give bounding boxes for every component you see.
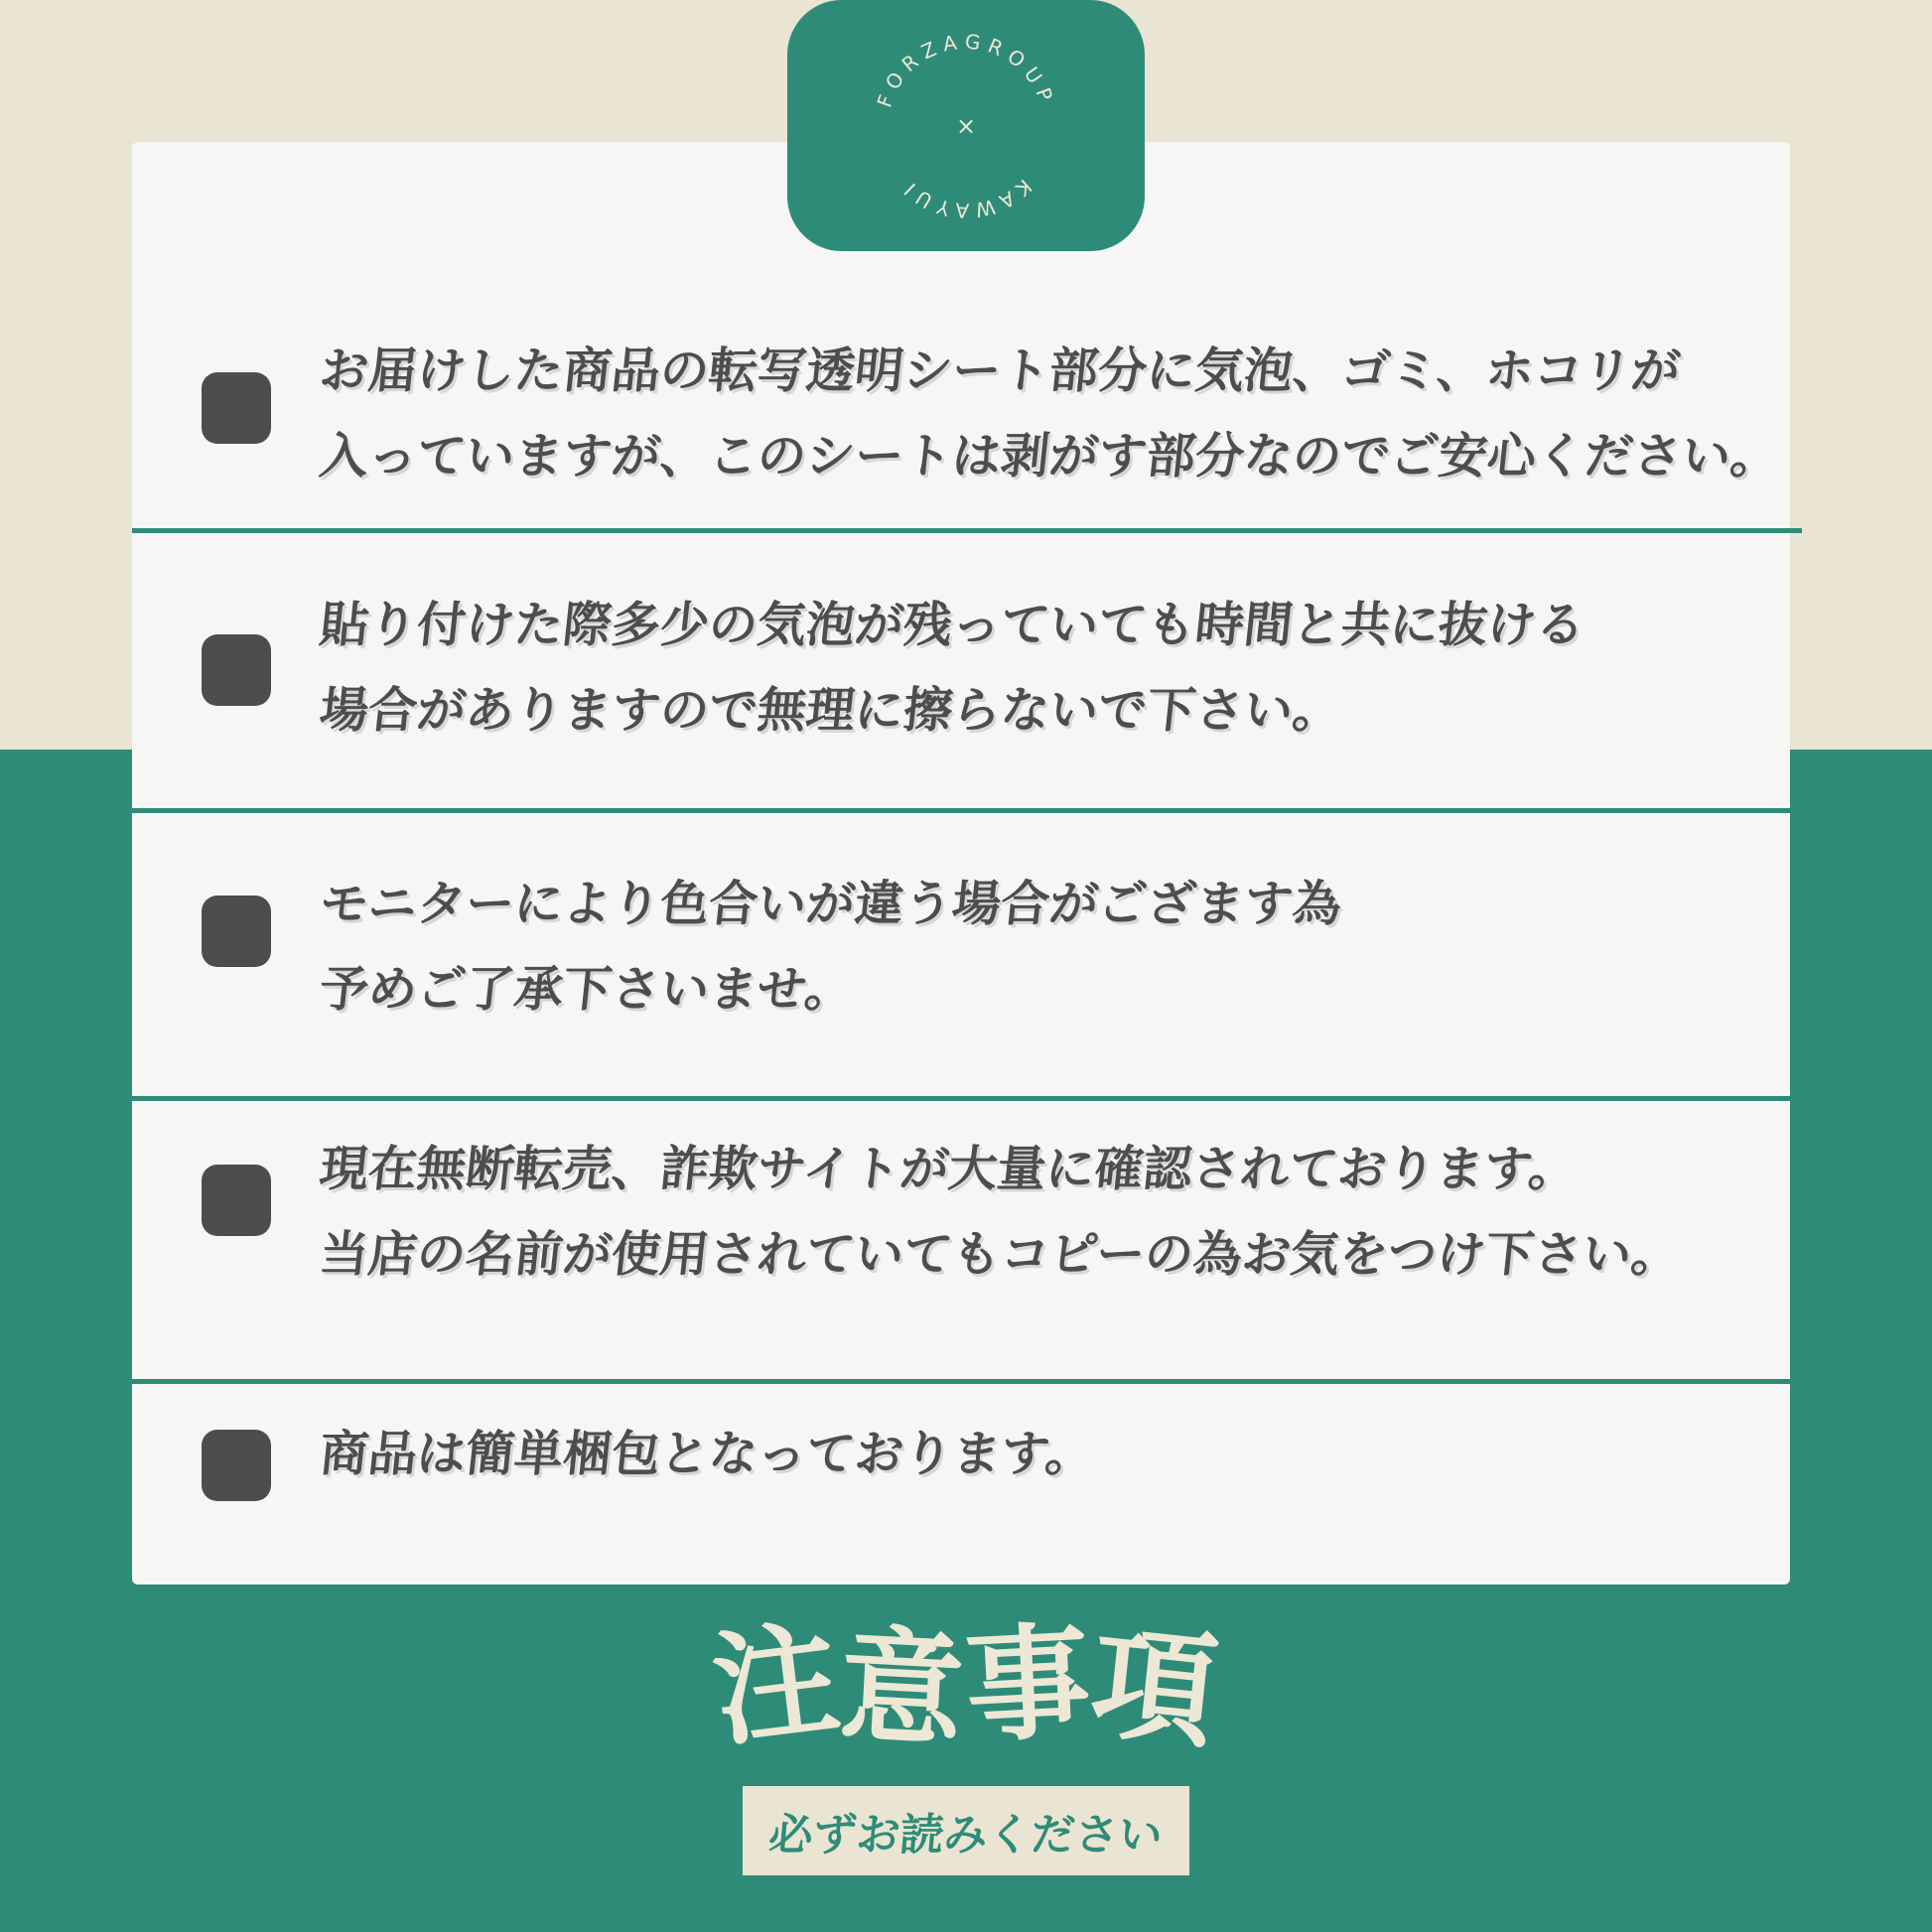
notice-line: モニターにより色合いが違う場合がござます為 <box>317 876 1345 932</box>
bullet-square-icon <box>202 1165 271 1236</box>
title-char: 事 <box>962 1609 1096 1761</box>
cross-separator-icon: × <box>955 112 977 140</box>
bullet-square-icon <box>202 634 271 706</box>
bullet-square-icon <box>202 1430 271 1501</box>
bullet-square-icon <box>202 372 271 444</box>
notice-line: 当店の名前が使用されていてもコピーの為お気をつけ下さい。 <box>317 1226 1684 1283</box>
notice-text-block <box>317 583 1588 754</box>
notice-section <box>132 530 1790 810</box>
notice-text-block <box>317 862 1345 1033</box>
brand-name-arc-text: FORZAGROUP <box>872 29 1060 111</box>
must-read-label: 必ずお読みください <box>766 1810 1165 1861</box>
notice-line: お届けした商品の転写透明シート部分に気泡、ゴミ、ホコリが <box>317 343 1684 399</box>
title-char: 注 <box>705 1605 849 1765</box>
notice-line: 場合がありますので無理に擦らないで下さい。 <box>317 682 1345 739</box>
section-divider <box>132 808 1802 813</box>
notice-line: 入っていますが、このシートは剥がす部分なのでご安心ください。 <box>317 428 1783 484</box>
notice-text-block <box>317 1412 1098 1497</box>
section-divider <box>132 528 1802 533</box>
notice-line: 予めご了承下さいませ。 <box>317 961 857 1018</box>
section-divider <box>132 1096 1802 1101</box>
page-title <box>0 1605 1932 1767</box>
notice-section <box>132 1381 1790 1585</box>
title-char: 項 <box>1084 1609 1225 1767</box>
brand-badge <box>787 0 1145 251</box>
bullet-square-icon <box>202 896 271 967</box>
notice-line: 商品は簡単梱包となっております。 <box>317 1426 1098 1482</box>
notice-text-block <box>317 1127 1684 1298</box>
notice-section <box>132 810 1790 1098</box>
notice-line: 現在無断転売、詐欺サイトが大量に確認されております。 <box>317 1141 1581 1197</box>
must-read-label-box <box>743 1786 1189 1875</box>
notice-line: 貼り付けた際多少の気泡が残っていても時間と共に抜ける <box>317 597 1588 653</box>
brand-subname-arc-text: KAWAYUI <box>895 174 1037 223</box>
notice-card <box>132 142 1790 1585</box>
title-char: 意 <box>836 1613 970 1765</box>
notice-section <box>132 1098 1790 1381</box>
notice-text-block <box>317 329 1783 499</box>
section-divider <box>132 1379 1802 1384</box>
brand-circular-logo <box>787 0 1145 251</box>
